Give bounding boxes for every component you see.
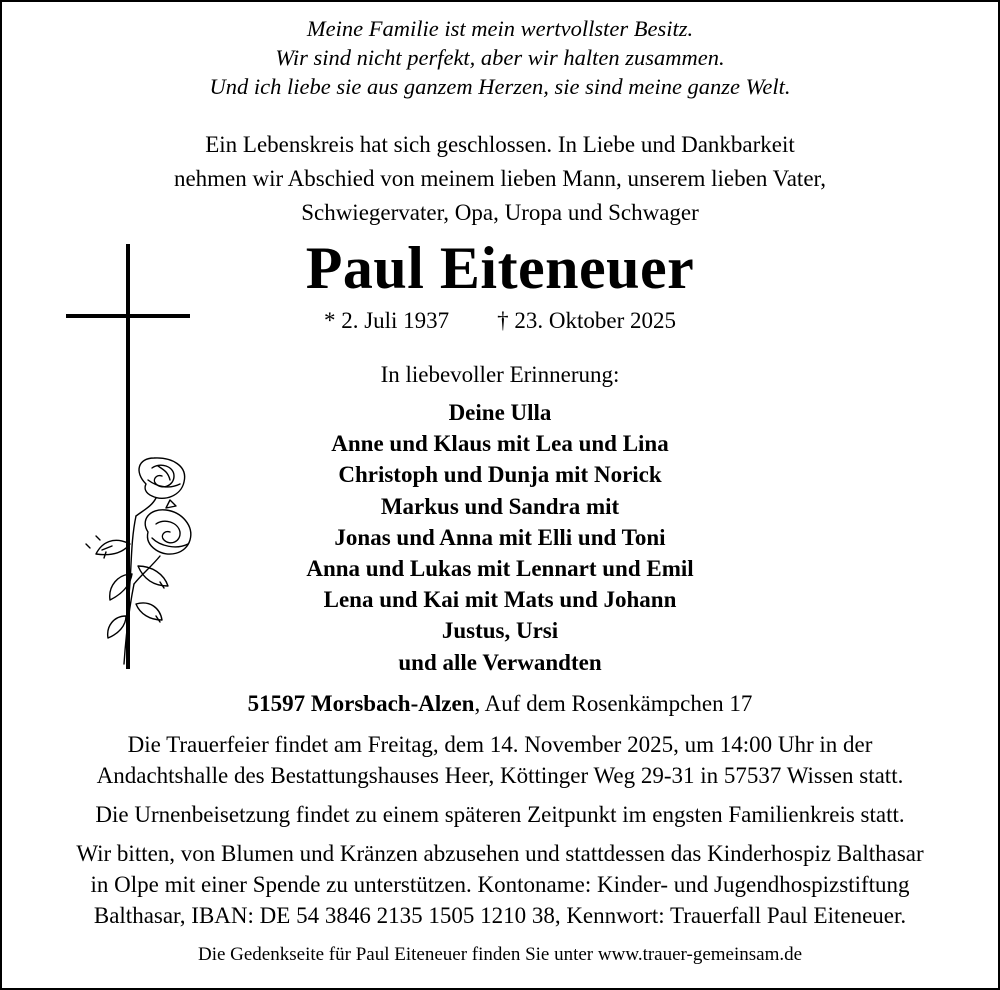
family-line: Deine Ulla: [448, 400, 552, 425]
donation-line: Balthasar, IBAN: DE 54 3846 2135 1505 1210 38, Kennwort: Trauerfall Paul Eiteneuer.: [93, 903, 907, 928]
donation-info: [0, 838, 1000, 931]
address-street: , Auf dem Rosenkämpchen 17: [474, 691, 753, 716]
intro-line: Ein Lebenskreis hat sich geschlossen. In Liebe und Dankbarkeit: [205, 132, 795, 157]
memorial-page-note: Die Gedenkseite für Paul Eiteneuer finden Sie unter www.trauer-gemeinsam.de: [197, 944, 803, 965]
motto: [0, 14, 1000, 101]
donation-line: Wir bitten, von Blumen und Kränzen abzusehen und stattdessen das Kinderhospiz Balthasar: [76, 841, 924, 866]
family-line: Christoph und Dunja mit Norick: [338, 462, 662, 488]
address-city: 51597 Morsbach-Alzen: [247, 691, 475, 716]
motto-line: Meine Familie ist mein wertvollster Besitz.: [306, 16, 694, 41]
deceased-name: Paul Eiteneuer: [305, 235, 695, 301]
intro-line: nehmen wir Abschied von meinem lieben Mann, unserem lieben Vater,: [173, 166, 827, 191]
memory-heading: In liebevoller Erinnerung:: [380, 362, 620, 387]
family-line: Anna und Lukas mit Lennart und Emil: [306, 556, 694, 582]
family-line: Justus, Ursi: [441, 618, 559, 644]
motto-line: Und ich liebe sie aus ganzem Herzen, sie sind meine ganze Welt.: [209, 74, 791, 99]
funeral-line: Andachtshalle des Bestattungshauses Heer, Köttinger Weg 29-31 in 57537 Wissen statt.: [96, 763, 904, 788]
death-date: † 23. Oktober 2025: [497, 308, 677, 333]
urn-info: Die Urnenbeisetzung findet zu einem späteren Zeitpunkt im engsten Familienkreis statt.: [95, 802, 905, 827]
family-line: Lena und Kai mit Mats und Johann: [323, 587, 677, 613]
family-list: [0, 397, 1000, 678]
address: [0, 688, 1000, 720]
intro-line: Schwiegervater, Opa, Uropa und Schwager: [301, 200, 699, 225]
funeral-line: Die Trauerfeier findet am Freitag, dem 14. November 2025, um 14:00 Uhr in der: [127, 732, 873, 757]
motto-line: Wir sind nicht perfekt, aber wir halten zusammen.: [275, 45, 725, 70]
funeral-info: [0, 729, 1000, 791]
life-dates: [0, 305, 1000, 337]
family-line: Anne und Klaus mit Lea und Lina: [331, 431, 669, 457]
birth-date: * 2. Juli 1937: [323, 308, 450, 333]
family-line: und alle Verwandten: [398, 649, 602, 675]
family-line: Markus und Sandra mit: [380, 493, 620, 519]
donation-line: in Olpe mit einer Spende zu unterstützen. Kontoname: Kinder- und Jugendhospizstiftung: [90, 872, 910, 897]
family-line: Jonas und Anna mit Elli und Toni: [334, 524, 666, 550]
intro-text: [0, 128, 1000, 230]
